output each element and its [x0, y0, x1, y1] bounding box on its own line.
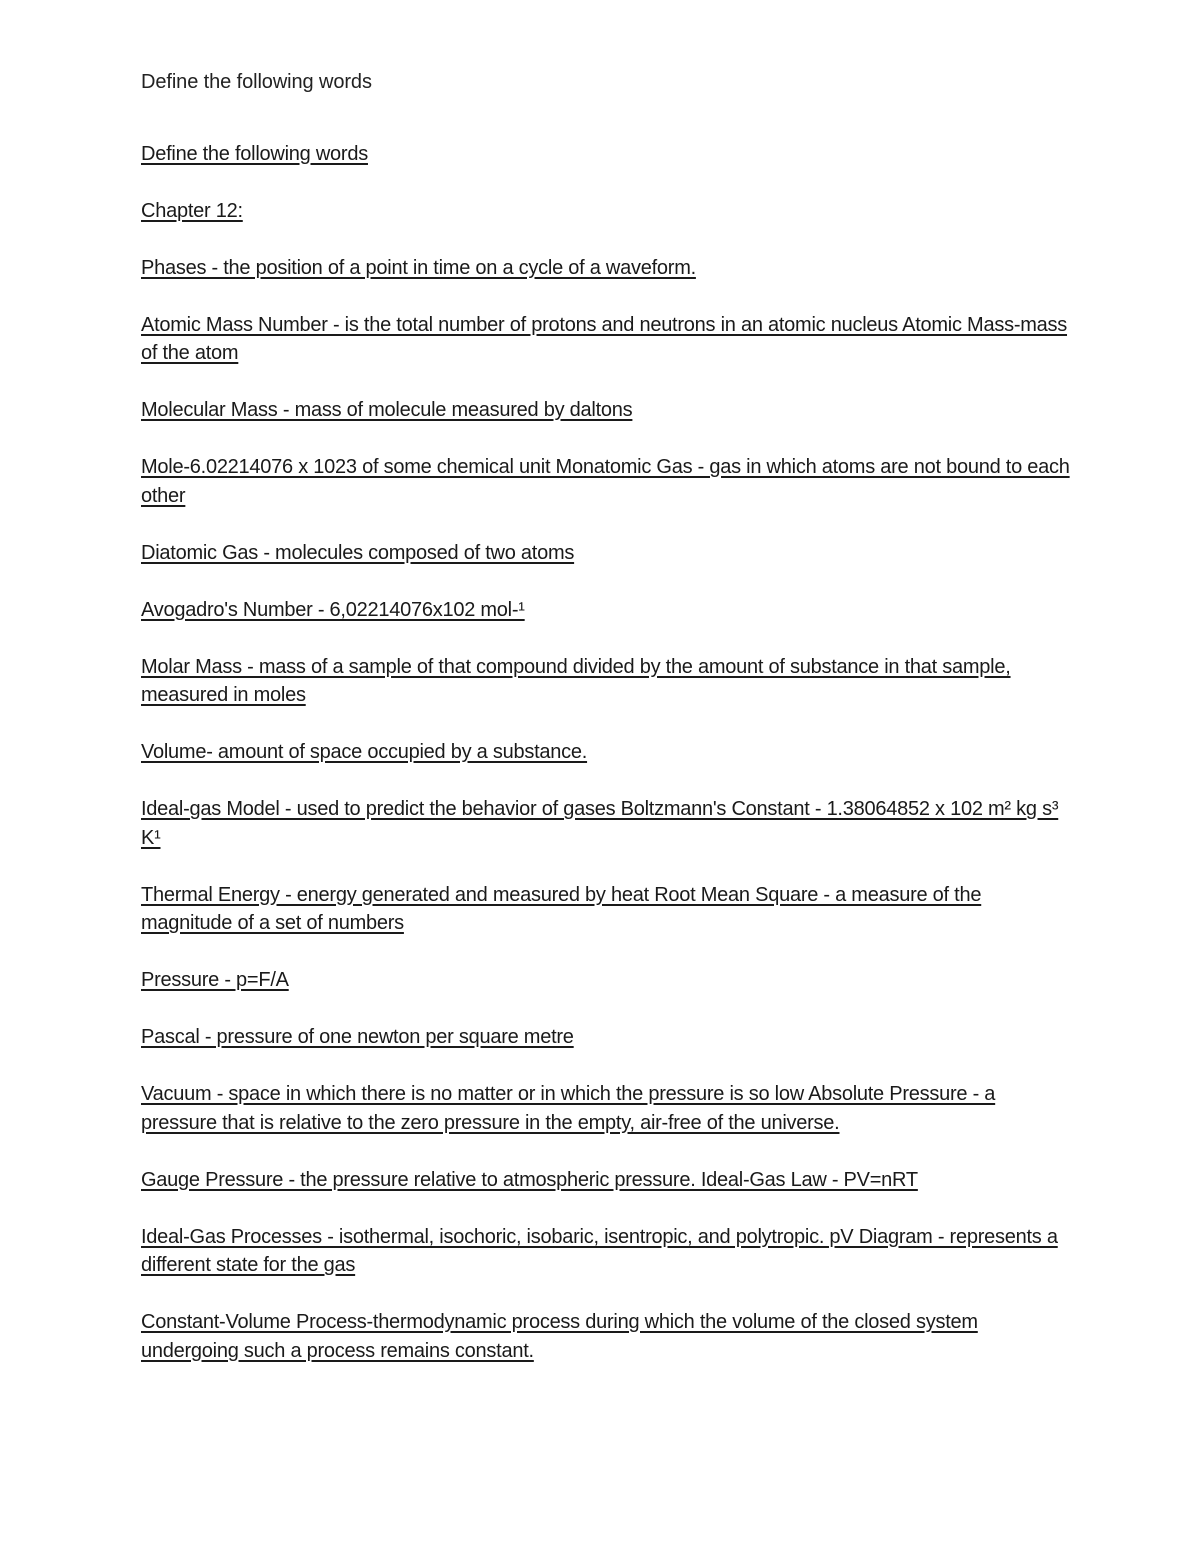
definition-constant-volume-process: Constant-Volume Process-thermodynamic process during which the volume of the closed system undergoing such a process remains constant.: [141, 1311, 978, 1362]
definition-mole: Mole-6.02214076 x 1023 of some chemical unit Monatomic Gas - gas in which atoms are not bound to each other: [141, 456, 1070, 507]
definition-ideal-gas-processes: Ideal-Gas Processes - isothermal, isochoric, isobaric, isentropic, and polytropic. pV Diagram - represents a different state for the gas: [141, 1225, 1058, 1276]
definition-thermal-energy: Thermal Energy - energy generated and measured by heat Root Mean Square - a measure of the magnitude of a set of numbers: [141, 883, 982, 934]
underlined-title: Define the following words: [141, 142, 368, 165]
definition-pascal: Pascal - pressure of one newton per square metre: [141, 1026, 574, 1048]
definition-phases: Phases - the position of a point in time on a cycle of a waveform.: [141, 256, 696, 279]
definition-molecular-mass: Molecular Mass - mass of molecule measured by daltons: [141, 399, 633, 421]
definition-volume: Volume- amount of space occupied by a substance.: [141, 741, 588, 763]
definition-ideal-gas-model: Ideal-gas Model - used to predict the behavior of gases Boltzmann's Constant - 1.38064852 x 102 m² kg s³ K¹: [141, 798, 1059, 849]
definition-pressure: Pressure - p=F/A: [141, 969, 289, 991]
definition-avogadros-number: Avogadro's Number - 6,02214076x102 mol-¹: [141, 598, 525, 621]
chapter-heading: Chapter 12:: [141, 199, 243, 222]
definition-atomic-mass-number: Atomic Mass Number - is the total number of protons and neutrons in an atomic nucleus Atomic Mass-mass of the atom: [141, 313, 1068, 364]
document-title: Define the following words: [141, 71, 372, 93]
document-body: [141, 68, 1071, 1394]
definition-vacuum: Vacuum - space in which there is no matter or in which the pressure is so low Absolute Pressure - a pressure that is relative to the zero pressure in the empty, air-free of the universe.: [141, 1083, 996, 1134]
definition-molar-mass: Molar Mass - mass of a sample of that compound divided by the amount of substance in that sample, measured in moles: [141, 655, 1011, 706]
definition-diatomic-gas: Diatomic Gas - molecules composed of two atoms: [141, 541, 575, 564]
definition-gauge-pressure: Gauge Pressure - the pressure relative to atmospheric pressure. Ideal-Gas Law - PV=nRT: [141, 1168, 918, 1191]
